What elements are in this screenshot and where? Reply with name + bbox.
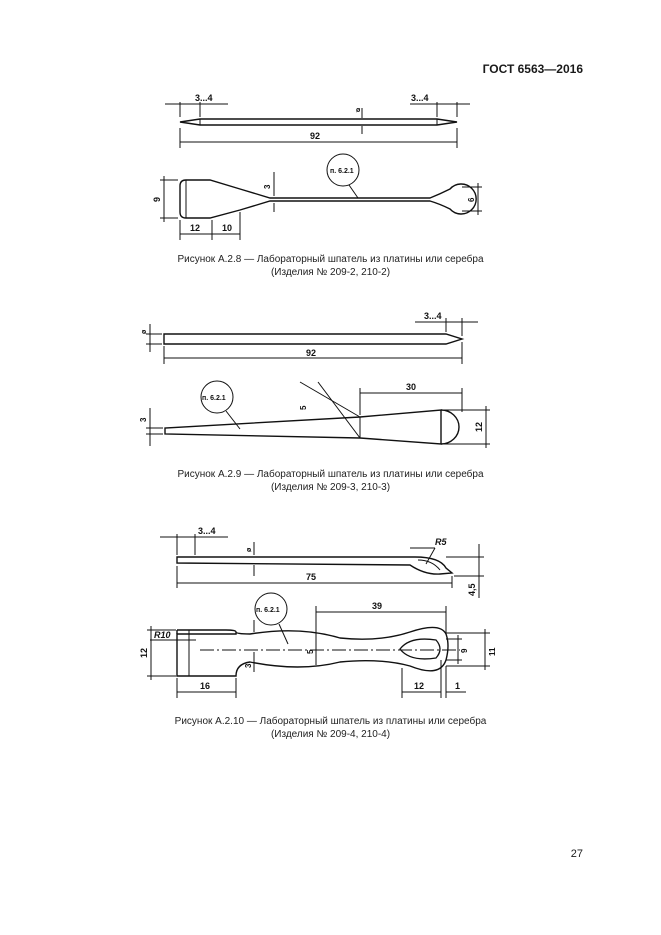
dim-thickness: ø xyxy=(246,547,253,552)
spatula-top-view xyxy=(180,180,476,218)
dim-waist: 5 xyxy=(306,649,315,654)
page-number: 27 xyxy=(570,848,583,860)
dim-neck: 3 xyxy=(244,663,253,668)
dim-neck: 3 xyxy=(263,184,272,189)
dim-tip-width: 6 xyxy=(467,197,476,202)
dim-loop-part: 12 xyxy=(414,681,425,691)
dim-neck-len: 10 xyxy=(222,223,233,233)
dim-radius-big: R10 xyxy=(154,630,171,640)
dim-loop-len: 39 xyxy=(372,601,383,611)
dim-blade-len: 16 xyxy=(200,681,211,691)
caption-title: Рисунок А.2.9 — Лабораторный шпатель из платины или серебра xyxy=(177,469,484,480)
ref-clause: п. 6.2.1 xyxy=(202,395,226,402)
dim-length: 92 xyxy=(310,131,321,141)
spatula-side-view xyxy=(180,119,457,125)
figure-a-2-8-drawing xyxy=(0,88,661,258)
dim-neck: 5 xyxy=(299,405,308,410)
caption-items: (Изделия № 209-3, 210-3) xyxy=(270,482,391,493)
spatula-side-view xyxy=(164,334,462,344)
caption-items: (Изделия № 209-2, 210-2) xyxy=(270,267,391,278)
dim-head-len: 30 xyxy=(406,382,417,392)
dim-length: 75 xyxy=(306,572,317,582)
figure-a-2-9 xyxy=(0,300,661,493)
ref-clause: п. 6.2.1 xyxy=(256,607,280,614)
dim-blade-width: 12 xyxy=(139,647,149,658)
dim-blade-len: 12 xyxy=(190,223,201,233)
document-header: ГОСТ 6563—2016 xyxy=(482,62,583,76)
figure-a-2-9-drawing xyxy=(0,300,661,470)
dim-tip: 3 xyxy=(139,417,148,422)
figure-a-2-10 xyxy=(0,520,661,745)
caption-title: Рисунок А.2.8 — Лабораторный шпатель из платины или серебра xyxy=(177,254,484,265)
dim-loop-outer: 11 xyxy=(488,647,497,656)
dim-thickness: ø xyxy=(356,107,361,114)
caption-items: (Изделия № 209-4, 210-4) xyxy=(270,729,391,740)
dim-head-width: 12 xyxy=(474,421,484,432)
dim-taper-right: 3...4 xyxy=(411,93,429,103)
figure-a-2-8 xyxy=(0,88,661,278)
dim-length: 92 xyxy=(306,348,317,358)
ref-clause: п. 6.2.1 xyxy=(330,168,354,175)
dim-taper-left: 3...4 xyxy=(195,93,213,103)
dim-end: 1 xyxy=(455,681,461,691)
dim-height: 4,5 xyxy=(467,583,477,596)
caption-title: Рисунок А.2.10 — Лабораторный шпатель из платины или серебра xyxy=(174,716,487,727)
figure-a-2-10-drawing xyxy=(0,520,661,745)
dim-taper: 3...4 xyxy=(198,526,216,536)
spatula-top-view xyxy=(165,410,441,444)
dim-blade-width: 9 xyxy=(152,196,162,202)
dim-loop-inner: 9 xyxy=(460,648,469,653)
dim-taper: 3...4 xyxy=(424,311,442,321)
dim-radius-small: R5 xyxy=(435,537,447,547)
dim-thickness: ø xyxy=(141,329,148,334)
